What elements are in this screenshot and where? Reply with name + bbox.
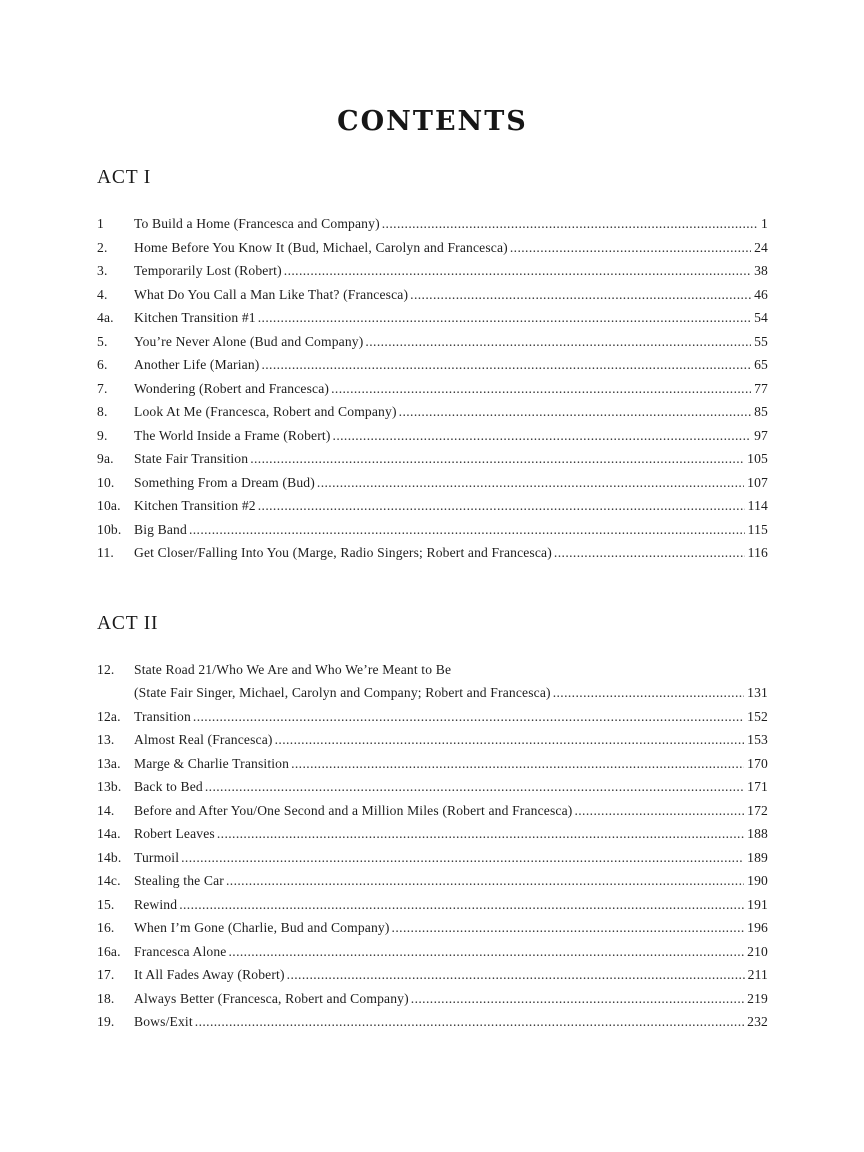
entry-title: Before and After You/One Second and a Million Miles (Robert and Francesca) [134,802,573,818]
entry-title: Another Life (Marian) [134,357,260,372]
entry-page-number: 188 [747,826,768,841]
entry-number: 13. [97,732,115,747]
toc-entry [97,240,768,264]
toc-entry [97,545,768,569]
act-heading: ACT II [97,612,159,634]
entry-page-number: 1 [761,216,768,231]
entry-page-number: 172 [747,802,768,818]
entry-title: State Fair Transition [134,451,249,466]
entry-number: 16a. [97,943,121,959]
dot-leader [205,779,744,795]
entry-page-number: 77 [754,380,768,396]
dot-leader [331,381,751,397]
entry-number: 16. [97,920,115,935]
entry-number: 15. [97,896,115,912]
entry-number: 13a. [97,755,121,771]
toc-entry [97,709,768,733]
entry-title: The World Inside a Frame (Robert) [134,427,331,443]
act-section [97,167,768,569]
entry-number: 6. [97,357,108,372]
dot-leader [333,428,752,444]
entry-title: Home Before You Know It (Bud, Michael, Carolyn and Francesca) [134,239,508,255]
entry-title: (State Fair Singer, Michael, Carolyn and Company; Robert and Francesca) [134,685,551,700]
toc-entry [97,522,768,546]
entry-page-number: 107 [747,474,768,490]
entry-number: 9a. [97,451,114,466]
entry-title: When I’m Gone (Charlie, Bud and Company) [134,920,390,935]
dot-leader [226,873,744,889]
toc-entry [97,662,768,686]
entry-number: 10b. [97,521,122,537]
dot-leader [574,803,744,819]
toc-entry [97,850,768,874]
entry-number: 1 [97,216,104,231]
dot-leader [410,287,751,303]
toc-entry [97,873,768,897]
entry-number: 4. [97,286,108,302]
entries-list [97,216,768,569]
toc-entry [97,967,768,991]
entry-number: 10a. [97,498,121,513]
toc-entry [97,334,768,358]
toc-entry [97,803,768,827]
dot-leader [392,920,745,936]
entry-page-number: 65 [754,357,768,372]
dot-leader [510,240,751,256]
dot-leader [553,685,744,701]
entry-number: 4a. [97,310,114,325]
entry-title: Wondering (Robert and Francesca) [134,380,330,396]
entry-number: 11. [97,545,114,560]
dot-leader [189,522,745,538]
entry-number: 14b. [97,849,122,865]
entry-number: 10. [97,474,115,490]
entry-page-number: 211 [747,967,768,982]
toc-entry [97,897,768,921]
entry-title: Rewind [134,896,178,912]
act-section [97,613,768,1038]
act-heading: ACT I [97,167,152,188]
entry-title: Kitchen Transition #2 [134,498,256,513]
dot-leader [317,475,744,491]
entry-page-number: 85 [754,404,768,419]
toc-entry [97,498,768,522]
entry-number: 12a. [97,708,121,724]
toc-entry [97,428,768,452]
toc-entry [97,451,768,475]
entry-number: 14a. [97,826,121,841]
dot-leader [275,732,745,748]
dot-leader [258,310,751,326]
dot-leader [554,545,745,561]
entry-page-number: 171 [747,779,768,794]
entry-title: Look At Me (Francesca, Robert and Company) [134,404,397,419]
toc-entry [97,263,768,287]
entry-number: 12. [97,661,115,677]
entry-page-number: 46 [754,286,768,302]
toc-entry [97,991,768,1015]
dot-leader [195,1014,744,1030]
dot-leader [291,756,744,772]
dot-leader [284,263,751,279]
toc-entry [97,944,768,968]
entry-page-number: 105 [747,451,768,466]
entry-number: 5. [97,333,108,349]
dot-leader [193,709,744,725]
dot-leader [261,357,751,373]
entry-title: Get Closer/Falling Into You (Marge, Radio Singers; Robert and Francesca) [134,545,552,560]
entry-page-number: 196 [747,920,768,935]
entry-title: Almost Real (Francesca) [134,732,273,747]
toc-entry [97,287,768,311]
entry-number: 13b. [97,779,122,794]
dot-leader [250,451,744,467]
dot-leader [382,216,758,232]
toc-entry [97,920,768,944]
entry-title: State Road 21/Who We Are and Who We’re Meant to Be [134,661,452,677]
entry-page-number: 190 [747,873,768,888]
entry-number: 14. [97,802,115,818]
entry-page-number: 152 [747,708,768,724]
entry-number: 17. [97,967,115,982]
entry-title: Something From a Dream (Bud) [134,474,315,490]
toc-entry [97,756,768,780]
entry-title: Stealing the Car [134,873,224,888]
entry-page-number: 116 [747,545,768,560]
entry-title: Turmoil [134,849,180,865]
entry-number: 14c. [97,873,121,888]
entry-page-number: 115 [747,521,768,537]
entry-page-number: 219 [747,990,768,1006]
dot-leader [411,991,744,1007]
page-title: CONTENTS [337,106,528,137]
entry-title: Robert Leaves [134,826,215,841]
entry-number: 8. [97,404,108,419]
entry-page-number: 131 [747,685,768,700]
acts-container [97,167,768,1038]
entry-title: Transition [134,708,191,724]
entry-title: Francesca Alone [134,943,227,959]
toc-entry [97,826,768,850]
entry-title: It All Fades Away (Robert) [134,967,285,982]
entry-page-number: 189 [747,849,768,865]
toc-entry [97,685,768,709]
entry-title: Always Better (Francesca, Robert and Company) [134,990,409,1006]
entry-page-number: 210 [747,943,768,959]
toc-entry [97,1014,768,1038]
entry-title: Kitchen Transition #1 [134,310,256,325]
toc-entry [97,310,768,334]
entries-list [97,662,768,1038]
dot-leader [399,404,751,420]
entry-number: 19. [97,1014,115,1029]
entry-page-number: 114 [747,498,768,513]
entry-number: 3. [97,263,108,278]
dot-leader [217,826,744,842]
entry-page-number: 97 [754,427,768,443]
toc-entry [97,475,768,499]
entry-number: 18. [97,990,115,1006]
entry-page-number: 54 [754,310,768,325]
dot-leader [228,944,744,960]
entry-page-number: 38 [754,263,768,278]
entry-title: To Build a Home (Francesca and Company) [134,216,380,231]
dot-leader [258,498,745,514]
dot-leader [179,897,744,913]
entry-title: What Do You Call a Man Like That? (Francesca) [134,286,409,302]
toc-entry [97,216,768,240]
entry-title: Bows/Exit [134,1014,193,1029]
dot-leader [287,967,745,983]
toc-entry [97,357,768,381]
entry-page-number: 153 [747,732,768,747]
entry-page-number: 55 [754,333,768,349]
entry-title: You’re Never Alone (Bud and Company) [134,333,364,349]
entry-title: Temporarily Lost (Robert) [134,263,282,278]
entry-number: 7. [97,380,108,396]
entry-title: Marge & Charlie Transition [134,755,290,771]
dot-leader [365,334,751,350]
toc-entry [97,779,768,803]
dot-leader [181,850,744,866]
entry-number: 2. [97,239,108,255]
toc-entry [97,404,768,428]
entry-title: Big Band [134,521,187,537]
entry-page-number: 24 [754,239,768,255]
entry-page-number: 232 [747,1014,768,1029]
entry-page-number: 170 [747,755,768,771]
entry-number: 9. [97,427,108,443]
toc-entry [97,732,768,756]
entry-page-number: 191 [747,896,768,912]
toc-entry [97,381,768,405]
entry-title: Back to Bed [134,779,203,794]
